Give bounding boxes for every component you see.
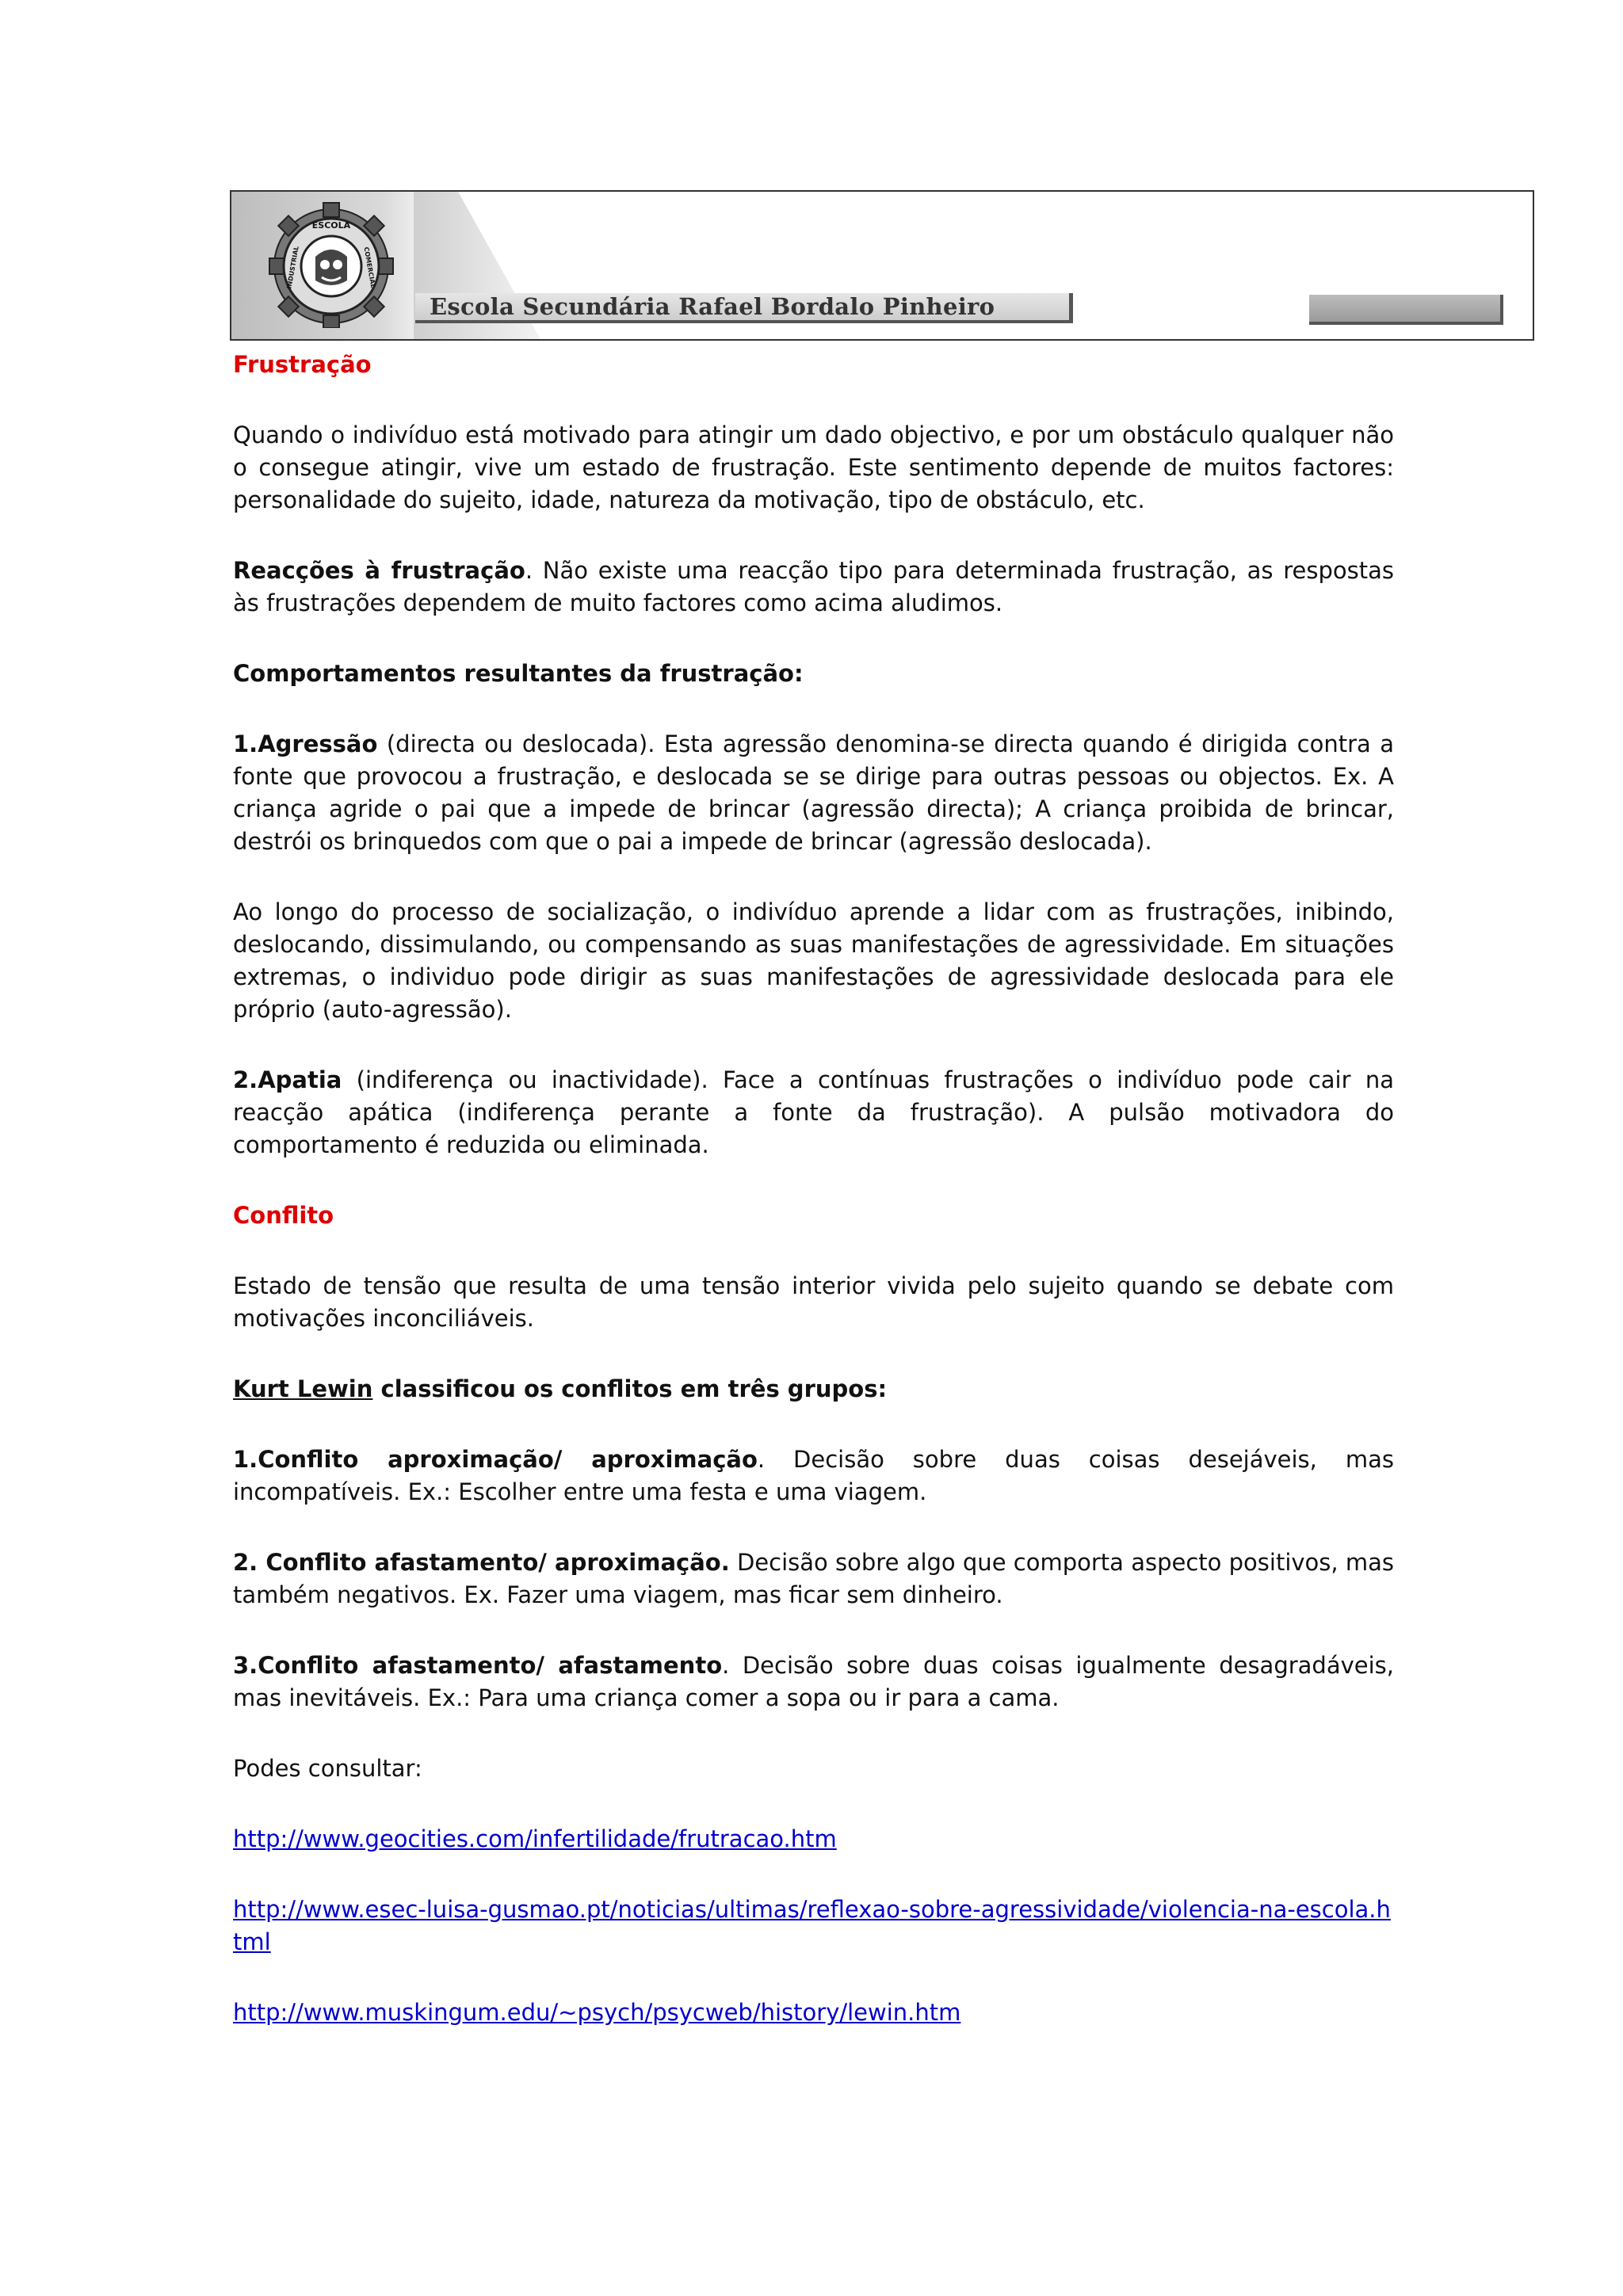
document-body (233, 349, 1394, 2067)
agressao-term: 1.Agressão (233, 730, 378, 757)
reaccoes-text: . Não existe uma reacção tipo para determinada frustração, as respostas às frustrações dependem de muito factores como acima aludimos. (233, 557, 1395, 616)
paragraph-reaccoes (233, 555, 1394, 620)
apatia-text: (indiferença ou inactividade). Face a contínuas frustrações o indivíduo pode cair na reacção apática (indiferença perante a fonte da frustração). A pulsão motivadora do comportamento é reduzida ou eliminada. (233, 1066, 1394, 1158)
comportamentos-title: Comportamentos resultantes da frustração: (233, 660, 804, 687)
link-item (233, 1997, 1394, 2029)
logo-text-top: ESCOLA (311, 220, 351, 231)
header-gray-bar (1309, 295, 1503, 325)
lewin-name: Kurt Lewin (233, 1375, 373, 1402)
logo-text-left: INDUSTRIAL (285, 245, 300, 290)
school-header (230, 190, 1534, 341)
heading-conflito: Conflito (233, 1202, 334, 1229)
link-muskingum[interactable]: http://www.muskingum.edu/~psych/psycweb/history/lewin.htm (233, 1999, 961, 2026)
heading-frustracao: Frustração (233, 351, 372, 378)
apatia-term: 2.Apatia (233, 1066, 342, 1093)
link-geocities[interactable]: http://www.geocities.com/infertilidade/frutracao.htm (233, 1825, 837, 1852)
conflito-3-term: 3.Conflito afastamento/ afastamento (233, 1652, 723, 1679)
lewin-text: classificou os conflitos em três grupos: (372, 1375, 888, 1402)
paragraph-podes: Podes consultar: (233, 1755, 422, 1782)
paragraph-conflito-1 (233, 1444, 1394, 1508)
conflito-3-text: . Decisão sobre duas coisas igualmente desagradáveis, mas inevitáveis. Ex.: Para uma criança comer a sopa ou ir para a cama. (233, 1652, 1394, 1711)
paragraph-apatia (233, 1064, 1394, 1161)
paragraph-frustracao: Quando o indivíduo está motivado para atingir um dado objectivo, e por um obstáculo qualquer não o consegue atingir, vive um estado de frustração. Este sentimento depende de muitos factores: personalidade do sujeito, idade, natureza da motivação, tipo de obstáculo, etc. (233, 421, 1394, 513)
link-item (233, 1823, 1394, 1855)
paragraph-socializacao: Ao longo do processo de socialização, o indivíduo aprende a lidar com as frustrações, inibindo, deslocando, dissimulando, ou compensando as suas manifestações de agressividade. Em situações extremas, o individuo pode dirigir as suas manifestações de agressividade deslocada para ele próprio (auto-agressão). (233, 898, 1394, 1023)
paragraph-conflito-2 (233, 1547, 1394, 1611)
link-esec[interactable]: http://www.esec-luisa-gusmao.pt/noticias/ultimas/reflexao-sobre-agressividade/violencia-na-escola.html (233, 1896, 1391, 1955)
logo-text-right: COMERCIAL (362, 246, 377, 289)
paragraph-conflito-3 (233, 1650, 1394, 1714)
paragraph-agressao (233, 728, 1394, 858)
conflito-1-text: . Decisão sobre duas coisas desejáveis, mas incompatíveis. Ex.: Escolher entre uma festa e uma viagem. (233, 1446, 1394, 1505)
conflito-1-term: 1.Conflito aproximação/ aproximação (233, 1446, 758, 1473)
conflito-2-text: Decisão sobre algo que comporta aspecto positivos, mas também negativos. Ex. Fazer uma viagem, mas ficar sem dinheiro. (233, 1549, 1394, 1608)
conflito-2-term: 2. Conflito afastamento/ aproximação. (233, 1549, 730, 1576)
reaccoes-term: Reacções à frustração (233, 557, 525, 584)
paragraph-lewin (233, 1373, 1394, 1405)
link-item (233, 1894, 1394, 1958)
heading-comportamentos (233, 658, 1394, 690)
paragraph-conflito: Estado de tensão que resulta de uma tensão interior vivida pelo sujeito quando se debate com motivações inconciliáveis. (233, 1272, 1394, 1332)
school-logo (246, 201, 416, 328)
school-name-banner: Escola Secundária Rafael Bordalo Pinheiro (415, 293, 1073, 323)
agressao-text: (directa ou deslocada). Esta agressão denomina-se directa quando é dirigida contra a fonte que provocou a frustração, e deslocada se se dirige para outras pessoas ou objectos. Ex. A criança agride o pai que a impede de brincar (agressão directa); A criança proibida de brincar, destrói os brinquedos com que o pai a impede de brincar (agressão deslocada). (233, 730, 1394, 855)
